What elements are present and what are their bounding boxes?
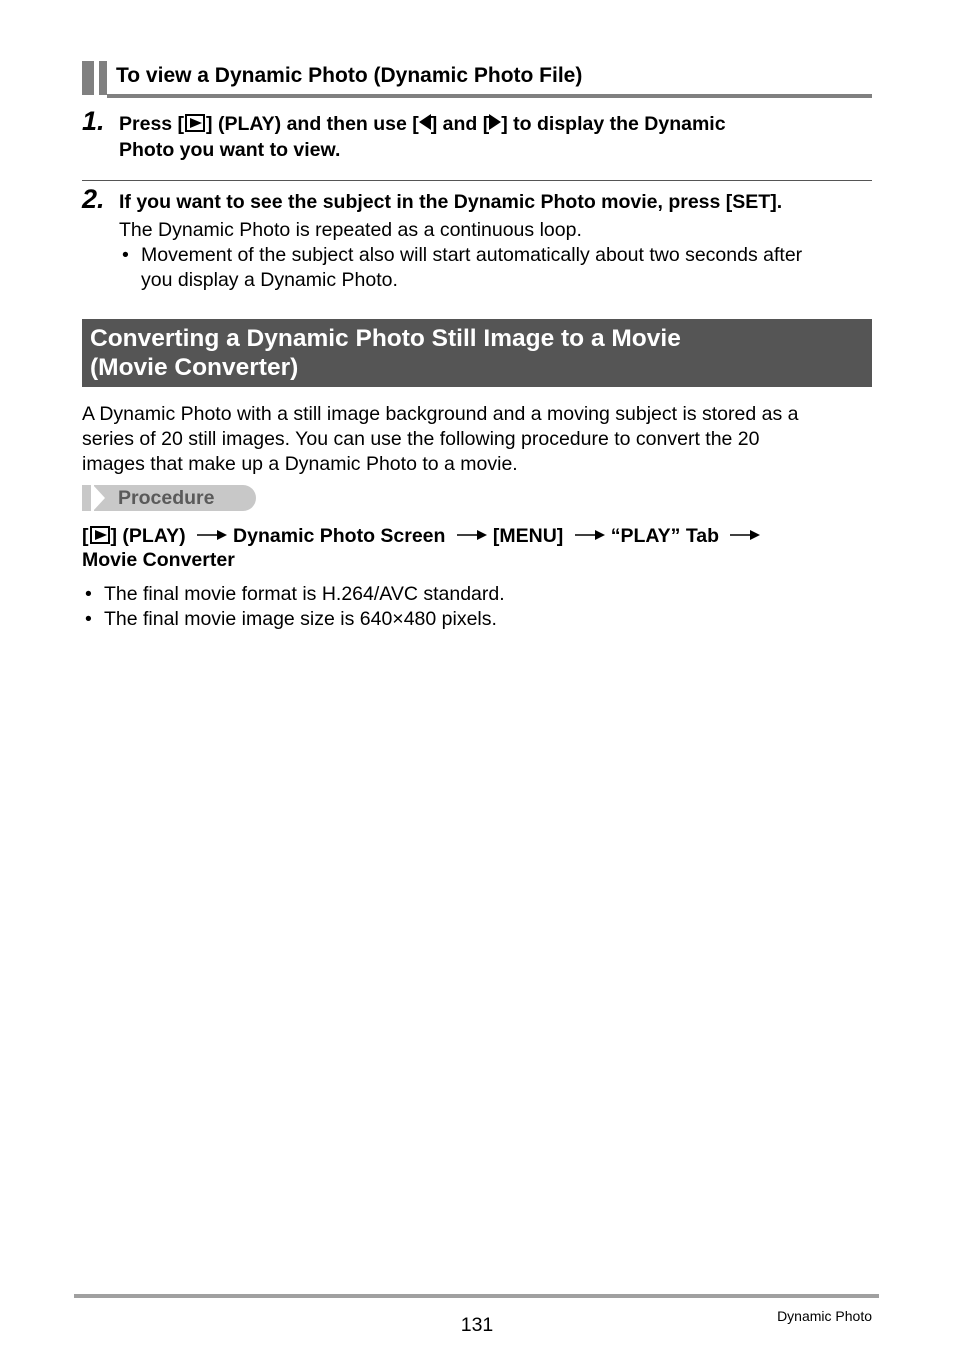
main-heading bbox=[82, 319, 872, 387]
path-play: ] (PLAY) bbox=[110, 525, 186, 547]
procedure-label: Procedure bbox=[118, 487, 215, 509]
right-arrow-icon bbox=[730, 521, 760, 547]
step-2-bullet-line2: you display a Dynamic Photo. bbox=[141, 269, 398, 291]
heading-bar-decoration bbox=[82, 61, 94, 95]
main-heading-title bbox=[90, 324, 681, 382]
intro-line1: A Dynamic Photo with a still image background and a moving subject is stored as a bbox=[82, 403, 799, 425]
heading-bar-decoration bbox=[99, 61, 107, 95]
path-menu: [MENU] bbox=[492, 525, 564, 547]
main-heading-line1: Converting a Dynamic Photo Still Image to a Movie bbox=[90, 325, 681, 352]
bullet-mark: • bbox=[122, 244, 129, 266]
step-1-instruction-line2: Photo you want to view. bbox=[119, 139, 341, 161]
procedure-strip-decoration bbox=[82, 485, 91, 511]
play-button-icon bbox=[90, 526, 110, 544]
right-arrow-icon bbox=[457, 521, 487, 547]
step-1-text-press: Press [ bbox=[119, 113, 185, 135]
step-2-note: The Dynamic Photo is repeated as a continuous loop. bbox=[119, 219, 582, 241]
right-arrow-icon bbox=[197, 521, 227, 547]
path-dynamic-photo-screen: Dynamic Photo Screen bbox=[233, 525, 446, 547]
step-2-instruction: If you want to see the subject in the Dynamic Photo movie, press [SET]. bbox=[119, 191, 783, 213]
footer-section-name: Dynamic Photo bbox=[777, 1308, 872, 1324]
intro-line3: images that make up a Dynamic Photo to a movie. bbox=[82, 453, 518, 475]
bullet-movie-format: The final movie format is H.264/AVC standard. bbox=[104, 583, 505, 605]
procedure-path bbox=[82, 521, 766, 549]
sub-heading bbox=[82, 58, 872, 98]
bullet-mark: • bbox=[85, 608, 92, 630]
step-1-instruction bbox=[119, 111, 726, 137]
step-divider bbox=[82, 180, 872, 181]
step-2-bullet-line1: Movement of the subject also will start automatically about two seconds after bbox=[141, 244, 803, 266]
main-heading-line2: (Movie Converter) bbox=[90, 354, 299, 381]
path-play-tab: “PLAY” Tab bbox=[610, 525, 720, 547]
intro-paragraph bbox=[82, 402, 798, 477]
bullet-mark: • bbox=[85, 583, 92, 605]
bullet-image-size: The final movie image size is 640×480 pixels. bbox=[104, 608, 497, 630]
page-number: 131 bbox=[460, 1314, 494, 1336]
step-1-number: 1. bbox=[82, 106, 105, 136]
left-arrow-icon bbox=[419, 111, 431, 137]
sub-heading-title: To view a Dynamic Photo (Dynamic Photo File) bbox=[116, 64, 583, 87]
chevron-right-icon bbox=[93, 485, 105, 511]
play-button-icon bbox=[185, 114, 205, 132]
footer-rule bbox=[74, 1294, 879, 1298]
path-open-bracket: [ bbox=[82, 525, 89, 547]
path-movie-converter: Movie Converter bbox=[82, 549, 235, 571]
step-1-text-display: ] to display the Dynamic bbox=[501, 113, 726, 135]
intro-line2: series of 20 still images. You can use the following procedure to convert the 20 bbox=[82, 428, 760, 450]
procedure-tag bbox=[82, 485, 256, 511]
step-1-text-play: ] (PLAY) and then use [ bbox=[206, 113, 419, 135]
right-arrow-icon bbox=[489, 111, 501, 137]
step-2-number: 2. bbox=[82, 184, 105, 214]
step-1-text-and: ] and [ bbox=[430, 113, 490, 135]
right-arrow-icon bbox=[575, 521, 605, 547]
heading-underline bbox=[107, 94, 872, 98]
